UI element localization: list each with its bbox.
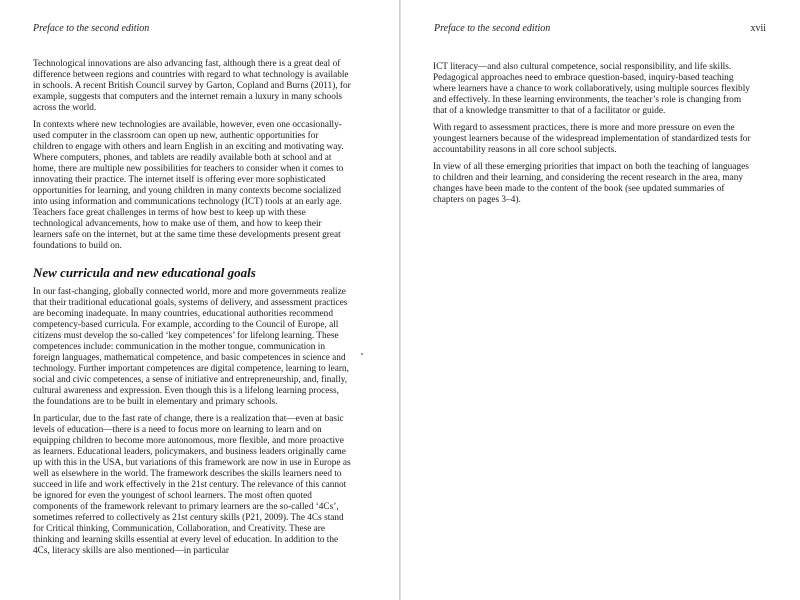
- margin-mark: [361, 353, 363, 355]
- paragraph: In particular, due to the fast rate of change, there is a realization that—even at basic levels of education—there is a need to focus more on learning to learn and on equipping children to become more autonomous, more flexible, and more proactive as learners. Educational leaders, policymakers, and business leaders originally came up with this in the USA, but variations of this framework are now in use in Europe as well as elsewhere in the world. The framework describes the skills learners need to succeed in life and work effectively in the 21st century. The relevance of this cannot be ignored for even the youngest of school learners. The most often quoted components of the framework relevant to primary learners are the so-called ‘4Cs’, sometimes referred to collectively as 21st century skills (P21, 2009). The 4Cs stand for Critical thinking, Communication, Collaboration, and Creativity. These are thinking and learning skills essential at every level of education. In addition to the 4Cs, literacy skills are also mentioned—in particular: [33, 414, 351, 556]
- left-page: [0, 0, 399, 600]
- paragraph: In our fast-changing, globally connected world, more and more governments realize that their traditional educational goals, systems of delivery, and assessment practices are becoming inadequate. In many countries, educational authorities recommend competency-based curricula. For example, according to the Council of Europe, all citizens must develop the so-called ‘key competences’ for lifelong learning. These competences include: communication in the mother tongue, communication in foreign languages, mathematical competence, and basic competences in science and technology. Further important competences are digital competence, learning to learn, social and civic competences, a sense of initiative and entrepreneurship, and, finally, cultural awareness and expression. Even though this is a lifelong learning process, the foundations are to be built in elementary and primary schools.: [33, 287, 349, 407]
- paragraph: ICT literacy—and also cultural competence, social responsibility, and life skills. Pedagogical approaches need to embrace question-based, inquiry-based teaching where learners have a chance to work collaboratively, using multiple sources flexibly and effectively. In these learning environments, the teacher’s role is changing from that of a knowledge transmitter to that of a facilitator or guide.: [433, 62, 750, 116]
- paragraph: Technological innovations are also advancing fast, although there is a great deal of difference between regions and countries with regard to what technology is available in schools. A recent British Council survey by Garton, Copland and Burns (2011), for example, suggests that computers and the internet remain a luxury in many schools across the world.: [33, 59, 351, 113]
- right-page: [401, 0, 800, 600]
- left-page-text: [33, 59, 351, 563]
- page-number: xvii: [750, 23, 766, 34]
- section-heading: New curricula and new educational goals: [33, 265, 256, 280]
- right-page-text: [433, 62, 755, 212]
- paragraph: In view of all these emerging priorities that impact on both the teaching of languages to children and their learning, and considering the recent research in the area, many changes have been made to the content of the book (see updated summaries of chapters on pages 3–4).: [433, 162, 749, 205]
- paragraph: With regard to assessment practices, there is more and more pressure on even the youngest learners because of the widespread implementation of standardized tests for accountability reasons in all core school subjects.: [433, 123, 751, 155]
- right-running-head: Preface to the second edition: [434, 23, 551, 34]
- left-running-head: Preface to the second edition: [33, 23, 150, 34]
- paragraph: In contexts where new technologies are available, however, even one occasionally-used computer in the classroom can open up new, authentic opportunities for children to engage with others and learn English in an exciting and motivating way. Where computers, phones, and tablets are readily available both at school and at home, there are multiple new possibilities for teachers to consider when it comes to innovating their practice. The internet itself is offering ever more sophisticated opportunities for learning, and young children in many contexts become socialized into using information and communications technology (ICT) tools at an early age. Teachers face great challenges in terms of how best to keep up with these technological advancements, how to make use of them, and how to keep their learners safe on the internet, but at the same time these developments present great foundations to build on.: [33, 120, 344, 251]
